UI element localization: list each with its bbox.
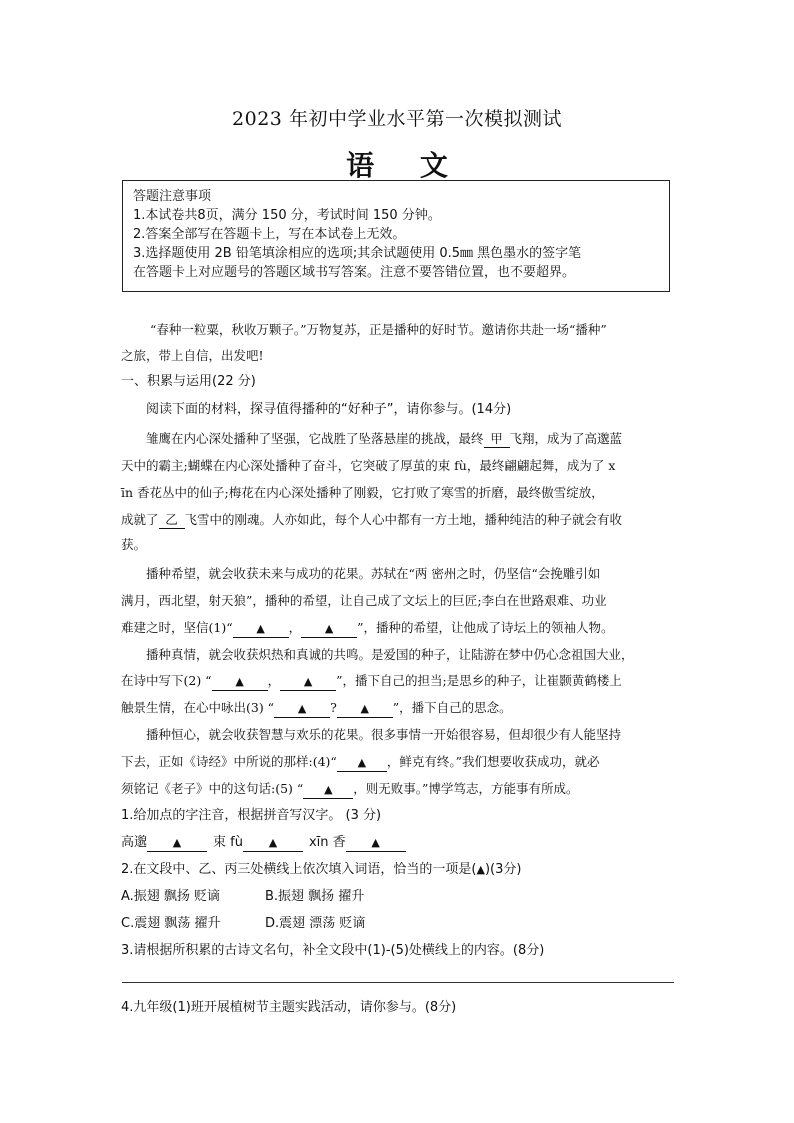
passage-line: 播种希望，就会收获未来与成功的花果。苏轼在“两 密州之时，仍坚信“会挽雕引如 bbox=[146, 566, 601, 581]
passage-line: 雏鹰在内心深处播种了坚强，它战胜了坠落悬崖的挑战，最终 甲 飞翔，成为了高邈蓝 bbox=[146, 431, 623, 446]
passage-line: 成就了 乙 飞雪中的刚魂。人亦如此，每个人心中都有一方土地，播种纯洁的种子就会有收 bbox=[121, 512, 623, 527]
answer-divider bbox=[122, 982, 674, 983]
option-a: A.振翅 飘扬 贬谪 bbox=[121, 889, 221, 904]
option-c: C.震翅 飘荡 擢升 bbox=[121, 916, 221, 931]
section-prompt: 阅读下面的材料，探寻值得播种的“好种子”，请你参与。(14分) bbox=[146, 402, 512, 417]
answer-blank: ▲ bbox=[212, 674, 268, 691]
answer-blank: ▲ bbox=[274, 701, 330, 718]
notice-heading: 答题注意事项 bbox=[133, 189, 212, 204]
passage-line: 难建之时，坚信(1)“ ▲ ， ▲ ”，播种的希望，让他成了诗坛上的领袖人物。 bbox=[121, 614, 614, 641]
answer-blank: ▲ bbox=[280, 674, 336, 691]
passage-line: 播种真情，就会收获炽热和真诚的共鸣。是爱国的种子，让陆游在梦中仍心念祖国大业， bbox=[146, 647, 634, 662]
section-heading: 一、积累与运用(22 分) bbox=[121, 374, 256, 389]
blank-yi: 乙 bbox=[159, 512, 185, 529]
passage-line: 满月，西北望，射天狼”，播种的希望，让自己成了文坛上的巨匠;李白在世路艰难、功业 bbox=[121, 593, 607, 608]
subject-title: 语 文 bbox=[346, 149, 466, 182]
question-3-stem: 3.请根据所积累的古诗文名句，补全文段中(1)-(5)处横线上的内容。(8分) bbox=[121, 943, 545, 958]
question-2-stem: 2.在文段中、乙、丙三处横线上依次填入词语，恰当的一项是(▲)(3分) bbox=[121, 862, 522, 877]
answer-blank: ▲ bbox=[147, 835, 207, 852]
intro-line: 之旅，带上自信，出发吧! bbox=[121, 348, 264, 363]
passage-line: īn 香花丛中的仙子;梅花在内心深处播种了刚毅，它打败了寒雪的折磨，最终傲雪绽放， bbox=[121, 485, 604, 500]
notice-item: 在答题卡上对应题号的答题区域书写答案。注意不要答错位置，也不要超界。 bbox=[133, 265, 576, 280]
blank-jia: 甲 bbox=[484, 431, 510, 448]
notice-item: 1.本试卷共8页，满分 150 分，考试时间 150 分钟。 bbox=[133, 208, 441, 223]
question-1-stem: 1.给加点的字注音，根据拼音写汉字。 (3 分) bbox=[121, 808, 382, 823]
answer-blank: ▲ bbox=[337, 701, 393, 718]
intro-line: “春种一粒粟，秋收万颗子。”万物复苏，正是播种的好时节。邀请你共赴一场“播种” bbox=[150, 322, 607, 337]
passage-line: 下去，正如《诗经》中所说的那样:(4)“ ▲ ，鲜克有终。”我们想要收获成功，就必 bbox=[121, 748, 599, 775]
passage-line: 须铭记《老子》中的这句话:(5) “ ▲ ，则无败事。”博学笃志，方能事有所成。 bbox=[121, 775, 578, 802]
passage-line: 播种恒心，就会收获智慧与欢乐的花果。很多事情一开始很容易，但却很少有人能坚持 bbox=[146, 727, 622, 742]
answer-blank: ▲ bbox=[301, 621, 357, 638]
passage-line: 天中的霸主;蝴蝶在内心深处播种了奋斗，它突破了厚茧的束 fù，最终翩翩起舞，成为了 x bbox=[121, 458, 616, 473]
passage-line: 在诗中写下(2) “ ▲ ， ▲ ”，播下自己的担当;是思乡的种子，让崔颢黄鹤楼上 bbox=[121, 667, 622, 694]
notice-item: 3.选择题使用 2B 铅笔填涂相应的选项;其余试题使用 0.5㎜ 黑色墨水的签字笔 bbox=[133, 246, 582, 261]
notice-box bbox=[122, 180, 670, 292]
answer-blank: ▲ bbox=[346, 835, 406, 852]
passage-line: 获。 bbox=[121, 537, 147, 552]
notice-item: 2.答案全部写在答题卡上，写在本试卷上无效。 bbox=[133, 227, 406, 242]
option-b: B.振翅 飘扬 擢升 bbox=[265, 889, 365, 904]
question-1-items: 高邈 ▲ 束 fù ▲ xīn 香 ▲ bbox=[121, 829, 406, 856]
option-d: D.震翅 漂荡 贬谪 bbox=[265, 916, 366, 931]
exam-title: 2023 年初中学业水平第一次模拟测试 bbox=[232, 108, 562, 130]
answer-blank: ▲ bbox=[303, 782, 353, 799]
passage-line: 触景生情，在心中咏出(3) “ ▲ ? ▲ ”，播下自己的思念。 bbox=[121, 694, 512, 721]
answer-blank: ▲ bbox=[243, 835, 303, 852]
question-4-stem: 4.九年级(1)班开展植树节主题实践活动，请你参与。(8分) bbox=[121, 1000, 457, 1015]
answer-blank: ▲ bbox=[337, 755, 387, 772]
answer-blank: ▲ bbox=[233, 621, 289, 638]
